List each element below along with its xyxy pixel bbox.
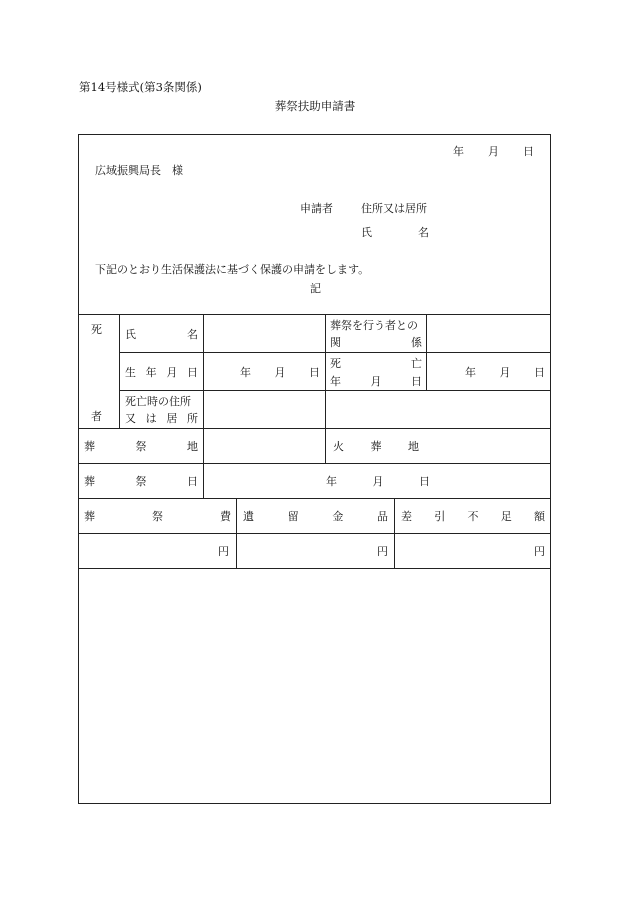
estate-label: 遺 留 金 品 xyxy=(243,510,388,523)
death-date-label-line-1: 死 亡 xyxy=(330,357,422,370)
expense-yen: 円 xyxy=(218,545,229,558)
funeral-date-label: 葬 祭 日 xyxy=(84,475,198,488)
birth-date-value: 年 月 日 xyxy=(240,366,320,379)
form-number: 第14号様式(第3条関係) xyxy=(79,80,202,94)
deceased-side-label-bottom: 者 xyxy=(91,410,102,423)
rule-label-column xyxy=(203,314,204,498)
rule-cost-col-1 xyxy=(236,498,237,568)
addressee: 広域振興局長 様 xyxy=(95,164,183,177)
rule-date-row xyxy=(78,498,551,499)
rule-name-row xyxy=(119,352,551,353)
applicant-name-label: 氏 名 xyxy=(361,226,429,239)
application-statement: 下記のとおり生活保護法に基づく保護の申請をします。 xyxy=(95,263,370,276)
rule-middle-column xyxy=(325,314,326,463)
funeral-place-label: 葬 祭 地 xyxy=(84,440,198,453)
estate-yen: 円 xyxy=(377,545,388,558)
rule-cost-header xyxy=(78,533,551,534)
rule-place-row xyxy=(78,463,551,464)
shortfall-yen: 円 xyxy=(534,545,545,558)
date-month-label: 月 xyxy=(488,145,499,158)
death-date-value: 年 月 日 xyxy=(465,366,545,379)
rule-cost-col-2 xyxy=(394,498,395,568)
date-year-label: 年 xyxy=(453,145,464,158)
death-address-label-line-2: 又 は 居 所 xyxy=(125,412,198,425)
relation-label-line-2: 関 係 xyxy=(330,336,422,349)
date-day-label: 日 xyxy=(523,145,534,158)
death-address-label-line-1: 死亡時の住所 xyxy=(125,395,191,408)
form-frame xyxy=(78,134,551,804)
rule-cost-values xyxy=(78,568,551,569)
birth-date-label: 生 年 月 日 xyxy=(125,366,198,379)
deceased-name-label: 氏 名 xyxy=(125,328,198,341)
shortfall-label: 差 引 不 足 額 xyxy=(401,510,545,523)
applicant-address-label: 住所又は居所 xyxy=(361,202,427,215)
form-title: 葬祭扶助申請書 xyxy=(274,99,356,113)
funeral-expense-label: 葬 祭 費 xyxy=(84,510,231,523)
ki-label: 記 xyxy=(310,282,321,295)
death-date-label-line-2: 年 月 日 xyxy=(330,375,422,388)
rule-deceased-bottom xyxy=(78,428,551,429)
rule-right-column xyxy=(426,314,427,391)
funeral-date-value: 年 月 日 xyxy=(326,475,430,488)
relation-label-line-1: 葬祭を行う者との xyxy=(330,319,418,332)
rule-intro-bottom xyxy=(78,314,551,315)
cremation-place-label: 火 葬 地 xyxy=(333,440,419,453)
applicant-label: 申請者 xyxy=(300,202,333,215)
deceased-side-label-top: 死 xyxy=(91,323,102,336)
rule-birth-row xyxy=(119,390,551,391)
rule-deceased-side xyxy=(119,314,120,428)
